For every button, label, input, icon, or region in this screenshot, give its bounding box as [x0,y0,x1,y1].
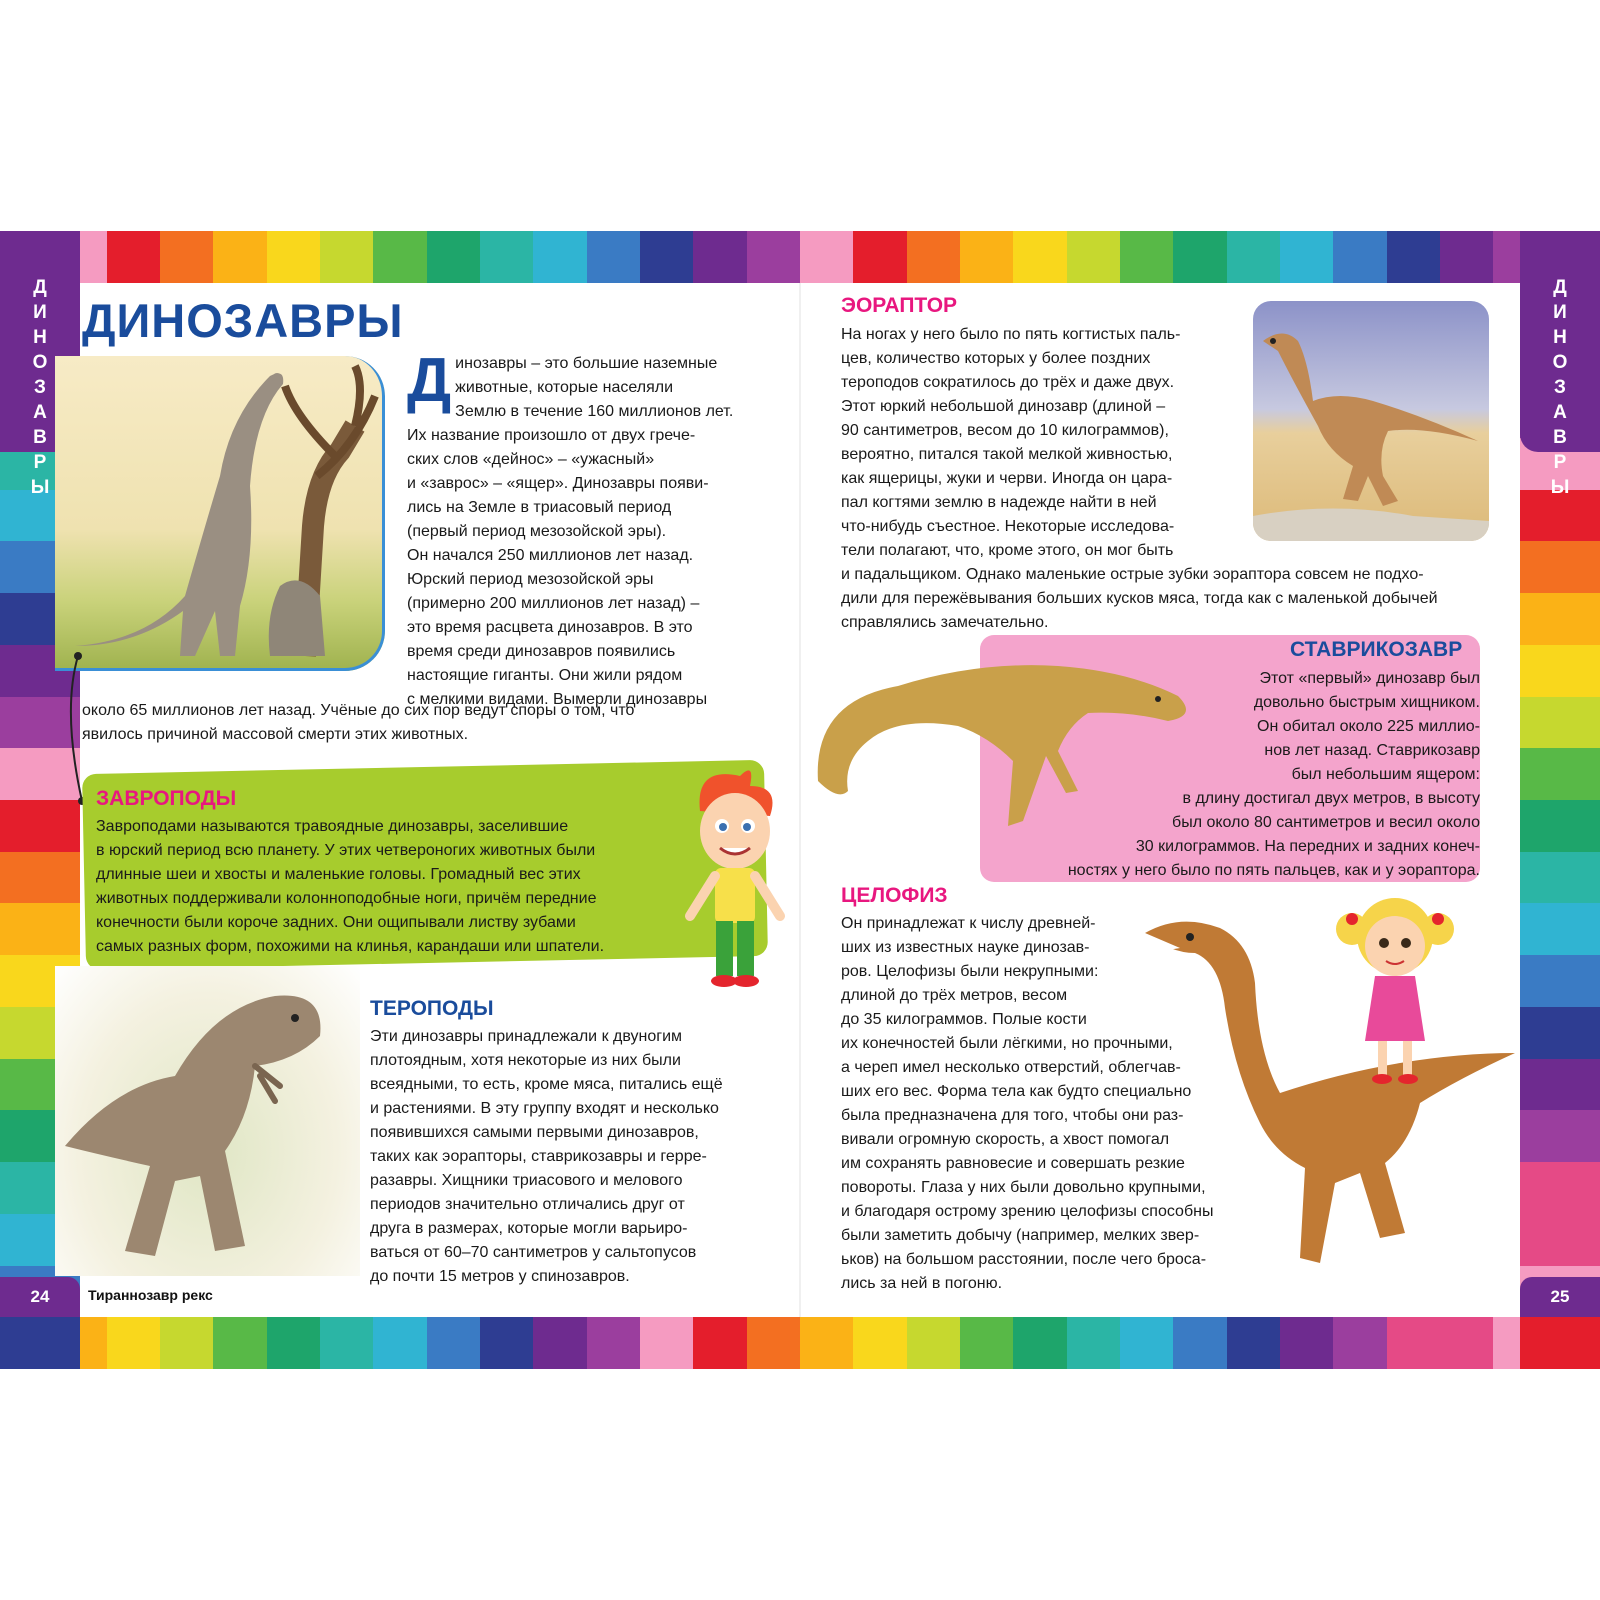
stripe-segment [1440,231,1494,283]
stripe-segment [480,231,534,283]
coelophysis-line: и благодаря острому зрению целофизы способны [841,1203,1214,1220]
illustration-frame [55,356,385,671]
coelophysis-line: вивали огромную скорость, а хвост помогал [841,1131,1170,1148]
page-gutter [799,283,801,1317]
stripe-segment [747,231,801,283]
eoraptor-photo [1253,301,1489,541]
stripe-segment [1440,1317,1494,1369]
stripe-segment [640,231,694,283]
eoraptor-line: На ногах у него было по пять когтистых паль- [841,326,1181,343]
intro-line: и «заврос» – «ящер». Динозавры появи- [407,475,709,492]
stripe-segment [160,231,214,283]
intro-text [407,346,767,712]
stripe-segment [1067,1317,1121,1369]
eoraptor-line: вероятно, питался такой мелкой живностью, [841,446,1173,463]
theropods-line: друга в размерах, которые могли варьиро- [370,1220,688,1237]
staurikosaurus-heading: СТАВРИКОЗАВР [1290,638,1463,661]
theropods-line: появившихся самыми первыми динозавров, [370,1124,699,1141]
book-spread [0,231,1600,1369]
eoraptor-line: цев, количество которых у более поздних [841,350,1151,367]
theropods-line: периодов значительно отличались друг от [370,1196,685,1213]
intro-line: Землю в течение 160 миллионов лет. [455,403,734,420]
stripe-segment [1520,1317,1600,1369]
stripe-segment [1120,1317,1174,1369]
stripe-segment [693,231,747,283]
stripe-segment [1520,1214,1600,1267]
stripe-segment [533,231,587,283]
top-rainbow-stripe [0,231,1600,283]
coelophysis-line: лись за ней в погоню. [841,1275,1003,1292]
eoraptor-line: 90 сантиметров, весом до 10 килограммов), [841,422,1169,439]
stripe-segment [320,231,374,283]
coelophysis-line: была предназначена для того, чтобы они раз- [841,1107,1184,1124]
page-number-right: 25 [1520,1277,1600,1317]
stripe-segment [1520,645,1600,698]
coelophysis-line: им сохранять равновесие и совершать резкие [841,1155,1185,1172]
theropods-line: таких как эорапторы, ставрикозавры и герре- [370,1148,707,1165]
stripe-segment [1520,800,1600,853]
intro-line: с мелкими видами. Вымерли динозавры [407,691,708,708]
stripe-segment [107,231,161,283]
eoraptor-line: тероподов сократилось до трёх и даже двух. [841,374,1175,391]
staurikosaurus-line: был небольшим ящером: [1291,766,1480,783]
stripe-segment [640,1317,694,1369]
stripe-segment [1227,231,1281,283]
sauropods-line: длинные шеи и хвосты и маленькие головы. Громадный вес этих [96,866,581,883]
stripe-segment [1520,748,1600,801]
sauropod-illustration [55,356,385,671]
stripe-segment [853,231,907,283]
right-section-tab-label: Д И Н О З А В Р Ы [1550,277,1570,498]
eoraptor-heading: ЭОРАПТОР [841,294,958,317]
stripe-segment [1173,1317,1227,1369]
left-section-tab-label: Д И Н О З А В Р Ы [30,277,50,498]
stripe-segment [693,1317,747,1369]
stripe-segment [320,1317,374,1369]
boy-cartoon [680,766,790,991]
theropods-text [370,1025,790,1289]
stripe-segment [747,1317,801,1369]
staurikosaurus-line: в длину достигал двух метров, в высоту [1182,790,1480,807]
staurikosaurus-line: нов лет назад. Ставрикозавр [1264,742,1480,759]
stripe-segment [1520,903,1600,956]
eoraptor-text [841,323,1221,563]
girl-cartoon [1330,891,1460,1091]
stripe-segment [587,231,641,283]
stripe-segment [1387,1317,1441,1369]
intro-line: Их название произошло от двух грече- [407,427,696,444]
eoraptor-line: справлялись замечательно. [841,614,1049,631]
intro-line: (примерно 200 миллионов лет назад) – [407,595,700,612]
stripe-segment [1227,1317,1281,1369]
stripe-segment [1520,955,1600,1008]
stripe-segment [427,231,481,283]
coelophysis-line: длиной до трёх метров, весом [841,987,1068,1004]
intro-line: инозавры – это большие наземные [455,355,718,372]
bottom-rainbow-stripe [0,1317,1600,1369]
stripe-segment [1333,1317,1387,1369]
intro-line: ских слов «дейнос» – «ужасный» [407,451,655,468]
eoraptor-line: дили для пережёвывания больших кусков мяса, тогда как с маленькой добычей [841,590,1438,607]
staurikosaurus-line: 30 килограммов. На передних и задних конеч- [1135,838,1480,855]
stripe-segment [1520,1162,1600,1215]
stripe-segment [0,1317,80,1369]
stripe-segment [800,1317,854,1369]
stripe-segment [960,231,1014,283]
eoraptor-line: как ящерицы, жуки и черви. Иногда он цара- [841,470,1173,487]
theropods-line: Эти динозавры принадлежали к двуногим [370,1028,682,1045]
intro-line: явилось причиной массовой смерти этих животных. [82,726,469,743]
stripe-segment [1520,1007,1600,1060]
coelophysis-line: были заметить добычу (например, мелких звер- [841,1227,1200,1244]
trex-illustration [55,966,360,1276]
theropods-heading: ТЕРОПОДЫ [370,997,494,1020]
stripe-segment [427,1317,481,1369]
page-number-left: 24 [0,1277,80,1317]
stripe-segment [1520,541,1600,594]
intro-line: животные, которые населяли [455,379,674,396]
page-title: ДИНОЗАВРЫ [82,294,404,347]
intro-line: это время расцвета динозавров. В это [407,619,693,636]
intro-line: около 65 миллионов лет назад. Учёные до сих пор ведут споры о том, что [82,702,635,719]
stripe-segment [0,903,80,956]
staurikosaurus-line: Этот «первый» динозавр был [1259,670,1480,687]
stripe-segment [1520,1110,1600,1163]
stripe-segment [533,1317,587,1369]
sauropods-line: самых разных форм, похожими на клинья, карандаши или шпатели. [96,938,605,955]
stripe-segment [960,1317,1014,1369]
coelophysis-heading: ЦЕЛОФИЗ [841,884,948,907]
stripe-segment [107,1317,161,1369]
stripe-segment [907,231,961,283]
stripe-segment [1520,593,1600,646]
eoraptor-line: пал когтями землю в надежде найти в ней [841,494,1157,511]
coelophysis-line: их конечностей были лёгкими, но прочными, [841,1035,1173,1052]
stripe-segment [800,231,854,283]
eoraptor-line: и падальщиком. Однако маленькие острые зубки эораптора совсем не подхо- [841,566,1424,583]
stripe-segment [267,1317,321,1369]
stripe-segment [1280,1317,1334,1369]
stripe-segment [213,231,267,283]
coelophysis-line: повороты. Глаза у них были довольно крупными, [841,1179,1206,1196]
staurikosaurus-line: Он обитал около 225 миллио- [1257,718,1480,735]
coelophysis-line: Он принадлежат к числу древней- [841,915,1096,932]
intro-text-tail [82,699,782,747]
theropods-line: до почти 15 метров у спинозавров. [370,1268,630,1285]
sauropods-heading: ЗАВРОПОДЫ [96,787,237,810]
coelophysis-line: до 35 килограммов. Полые кости [841,1011,1087,1028]
stripe-segment [1520,852,1600,905]
stripe-segment [587,1317,641,1369]
stripe-segment [1173,231,1227,283]
stripe-segment [213,1317,267,1369]
eoraptor-line: что-нибудь съестное. Некоторые исследова- [841,518,1175,535]
stripe-segment [1520,1059,1600,1112]
coelophysis-line: а череп имел несколько отверстий, облегчав- [841,1059,1181,1076]
stripe-segment [1013,231,1067,283]
theropods-line: плотоядным, хотя некоторые из них были [370,1052,681,1069]
intro-line: настоящие гиганты. Они жили рядом [407,667,683,684]
coelophysis-line: ров. Целофизы были некрупными: [841,963,1099,980]
stripe-segment [373,1317,427,1369]
stripe-segment [1280,231,1334,283]
theropods-line: разавры. Хищники триасового и мелового [370,1172,683,1189]
staurikosaurus-line: довольно быстрым хищником. [1253,694,1480,711]
eoraptor-line: тели полагают, что, кроме этого, он мог быть [841,542,1174,559]
stripe-segment [1013,1317,1067,1369]
theropods-line: ваться от 60–70 сантиметров у сальтопусов [370,1244,697,1261]
intro-dropcap: Д [407,346,452,415]
stripe-segment [1333,231,1387,283]
sauropods-line: конечности были короче задних. Они ощипывали листву зубами [96,914,576,931]
stripe-segment [853,1317,907,1369]
theropods-line: всеядными, то есть, кроме мяса, питались ещё [370,1076,723,1093]
stripe-segment [1067,231,1121,283]
staurikosaurus-text [990,667,1480,883]
sauropods-line: Завроподами называются травоядные динозавры, заселившие [96,818,569,835]
stripe-segment [1120,231,1174,283]
intro-line: лись на Земле в триасовый период [407,499,672,516]
stripe-segment [0,852,80,905]
sauropods-line: в юрский период всю планету. У этих четвероногих животных были [96,842,596,859]
coelophysis-line: ьков) на большом расстоянии, после чего броса- [841,1251,1207,1268]
stripe-segment [160,1317,214,1369]
stripe-segment [267,231,321,283]
coelophysis-line: ших из известных науке динозав- [841,939,1090,956]
stripe-segment [480,1317,534,1369]
intro-line: (первый период мезозойской эры). [407,523,667,540]
intro-line: Юрский период мезозойской эры [407,571,654,588]
sauropods-line: животных поддерживали колонноподобные ноги, причём передние [96,890,597,907]
eoraptor-line: Этот юркий небольшой динозавр (длиной – [841,398,1166,415]
stripe-segment [907,1317,961,1369]
trex-caption: Тираннозавр рекс [88,1287,213,1303]
sauropods-text [96,815,696,959]
staurikosaurus-line: был около 80 сантиметров и весил около [1172,814,1480,831]
intro-line: время среди динозавров появились [407,643,676,660]
theropods-line: и растениями. В эту группу входят и несколько [370,1100,719,1117]
stripe-segment [373,231,427,283]
eoraptor-text-tail [841,563,1501,635]
stripe-segment [1387,231,1441,283]
intro-line: Он начался 250 миллионов лет назад. [407,547,694,564]
right-section-tab [1520,231,1600,498]
staurikosaurus-line: ностях у него было по пять пальцев, как и у эораптора. [1067,862,1480,879]
stripe-segment [1520,697,1600,750]
coelophysis-line: ших его вес. Форма тела как будто специально [841,1083,1192,1100]
